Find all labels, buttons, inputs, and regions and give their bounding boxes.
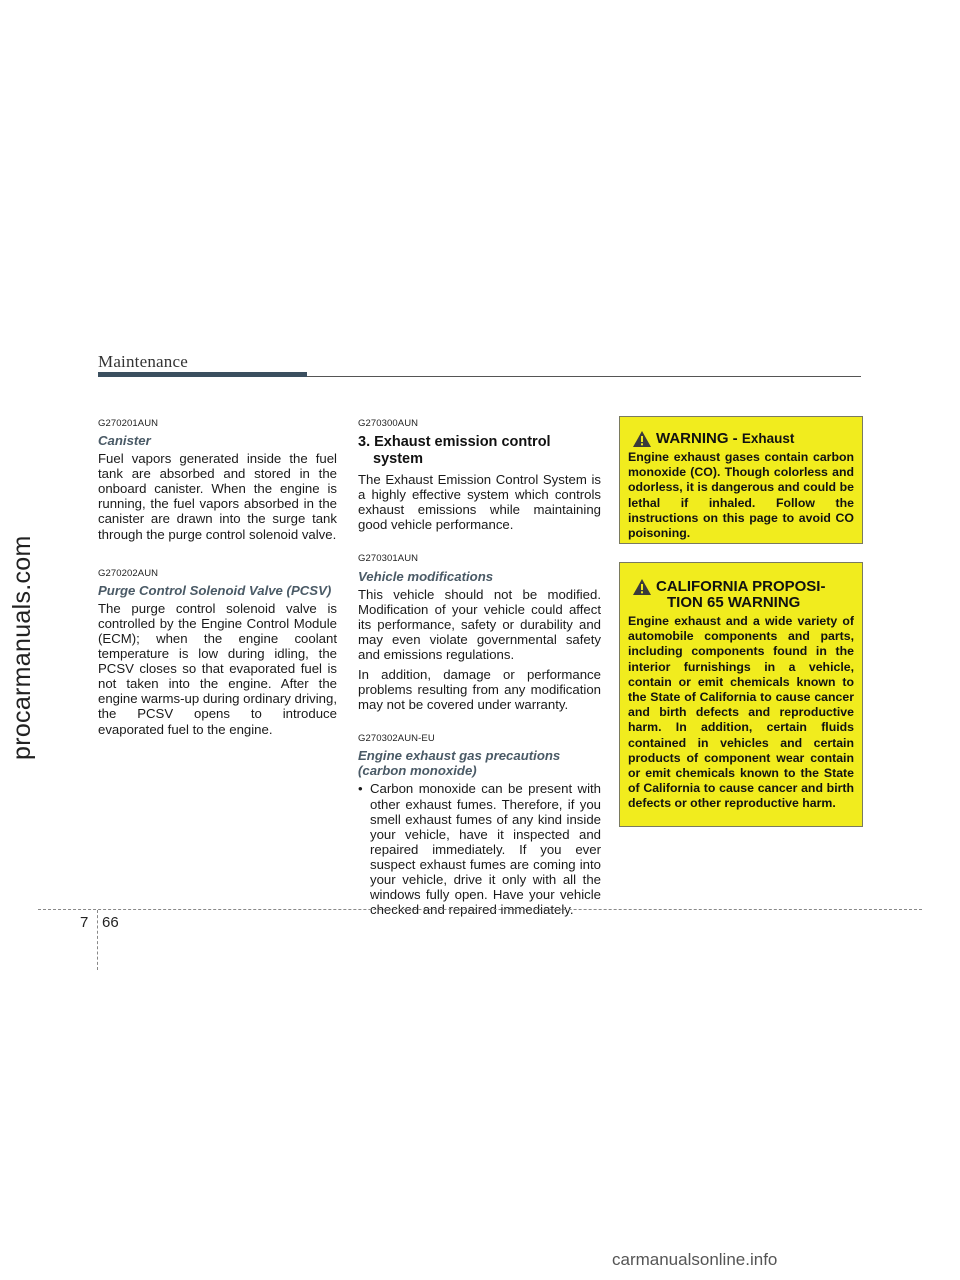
prop65-warning-title bbox=[656, 579, 825, 611]
vehicle-modifications-subheading: Vehicle modifications bbox=[358, 568, 494, 584]
list-item bbox=[358, 781, 601, 917]
chapter-number: 7 bbox=[80, 914, 89, 931]
exhaust-emission-paragraph: The Exhaust Emission Control System is a highly effective system which controls exhaust emissions while maintaining good vehicle performance. bbox=[358, 472, 601, 533]
prop65-title-line1: CALIFORNIA PROPOSI- bbox=[656, 578, 826, 595]
page-number: 66 bbox=[102, 914, 119, 931]
section-title: Maintenance bbox=[98, 352, 188, 371]
exhaust-emission-heading: 3. Exhaust emission control system bbox=[358, 434, 551, 467]
exhaust-gas-subheading: Engine exhaust gas precautions (carbon monoxide) bbox=[358, 748, 561, 779]
section-code: G270300AUN bbox=[358, 418, 419, 429]
section-code: G270201AUN bbox=[98, 418, 159, 429]
section-code: G270202AUN bbox=[98, 567, 159, 579]
list-item-text: Carbon monoxide can be present with other exhaust fumes. Therefore, if you smell exhaust fumes of any kind inside your vehicle, have it inspected and repaired immediately. If you ever suspect exhaust fumes are coming into your vehicle, drive it only with all the windows fully open. Have your vehicle checked and repaired immediately. bbox=[370, 781, 601, 918]
footer-divider bbox=[38, 909, 922, 910]
warning-suffix: Exhaust bbox=[741, 431, 795, 446]
prop65-warning-box bbox=[619, 562, 863, 827]
footer-divider-vertical bbox=[97, 910, 98, 970]
warning-triangle-icon bbox=[632, 578, 652, 596]
bottom-watermark: carmanualsonline.info bbox=[612, 1250, 778, 1269]
exhaust-warning-box bbox=[619, 416, 863, 544]
bullet-icon: • bbox=[358, 781, 363, 797]
side-watermark: procarmanuals.com bbox=[8, 535, 36, 760]
canister-paragraph: Fuel vapors generated inside the fuel tank are absorbed and stored in the onboard canister. When the engine is running, the fuel vapors absorbed in the canister are drawn into the surge tank through the purge control solenoid valve. bbox=[98, 451, 337, 542]
warning-label: WARNING - bbox=[656, 430, 738, 447]
header-rule-accent bbox=[98, 372, 307, 377]
canister-subheading: Canister bbox=[98, 433, 151, 449]
prop65-title-line2: TION 65 WARNING bbox=[667, 594, 801, 611]
section-code: G270302AUN-EU bbox=[358, 733, 435, 745]
exhaust-warning-text: Engine exhaust gases contain carbon monoxide (CO). Though colorless and odorless, it is dangerous and could be lethal if inhaled. Follow the instructions on this page to avoid CO poisoning. bbox=[628, 450, 854, 541]
section-code: G270301AUN bbox=[358, 553, 419, 565]
pcsv-subheading: Purge Control Solenoid Valve (PCSV) bbox=[98, 582, 332, 598]
exhaust-warning-title bbox=[656, 431, 794, 447]
warranty-paragraph: In addition, damage or performance problems resulting from any modification may not be covered under warranty. bbox=[358, 667, 601, 713]
warning-triangle-icon bbox=[632, 430, 652, 448]
vehicle-modifications-paragraph: This vehicle should not be modified. Modification of your vehicle could affect its performance, safety or durability and may even violate governmental safety and emissions regulations. bbox=[358, 586, 601, 662]
pcsv-paragraph: The purge control solenoid valve is controlled by the Engine Control Module (ECM); when the engine coolant temperature is low during idling, the PCSV closes so that evaporated fuel is not taken into the engine. After the engine warms-up during ordinary driving, the PCSV opens to introduce evaporated fuel to the engine. bbox=[98, 600, 337, 737]
middle-column bbox=[358, 416, 601, 917]
prop65-warning-text: Engine exhaust and a wide variety of automobile components and parts, including components found in the interior furnishings in a vehicle, contain or emit chemicals known to the State of California to cause cancer and birth defects and reproductive harm. In addition, certain fluids contained in vehicles and certain products of component wear contain or emit chemicals known to the State of California to cause cancer and birth defects or other reproductive harm. bbox=[628, 614, 854, 811]
left-column bbox=[98, 416, 337, 742]
